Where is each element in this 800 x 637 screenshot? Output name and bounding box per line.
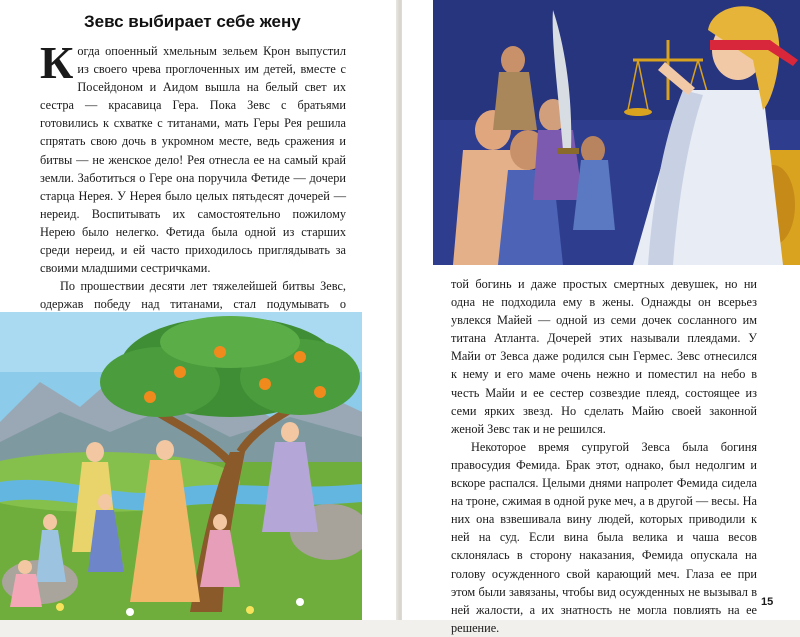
drop-cap: К	[40, 37, 74, 88]
paragraph-1-text: огда опоенный хмельным зельем Крон выпустил из своего чрева проглоченных им детей, вместе с Посейдоном и Аидом вышла на белый свет их сестра — красавица Гера. Пока Зевс с братьями готовились к схватке с титанами, мать Геры Рея решила спрятать свою дочь в укромном месте, ведь сражения и битвы — не женское дело! Рея отнесла ее на самый край земли. Заботиться о Гере она поручила Фетиде — дочери старца Нерея. У Нерея было целых пятьдесят дочерей — нереид. Воспитывать их самостоятельно пожилому Нерею было нелегко. Фетида была одной из старших среди нереид, и ей часто приходилось приглядывать за своими младшими сестричками.	[40, 44, 346, 276]
paragraph-2: По прошествии десяти лет тяжелейшей битвы Зевс, одержав победу над титанами, стал подумывать о	[40, 279, 346, 312]
right-page-text	[451, 275, 757, 637]
illustration-themis-judgement	[433, 0, 800, 265]
illustration-nymphs-meadow	[0, 312, 362, 620]
page-number: 15	[761, 596, 774, 608]
left-page	[0, 0, 398, 620]
chapter-heading: Зевс выбирает себе жену	[84, 12, 301, 31]
paragraph-3: той богинь и даже простых смертных девушек, но ни одна не подходила ему в жены. Однажды он всерьез увлекся Майей — одной из семи дочек сосланного им титана Атланта. Дочерей этих называли плеядами. У Майи от Зевса даже родился сын Гермес. Зевс отнесился к нему и его маме очень нежно и поместил на небо в честь Майи и ее сестер созвездие плеяд, состоящее из семи ярких звезд. Но сделать Майю своей законной женой Зевс так и не решился.	[451, 277, 757, 436]
left-page-text	[40, 37, 346, 350]
paragraph-4: Некоторое время супругой Зевса была богиня правосудия Фемида. Брак этот, однако, был недолгим и вскоре распался. Целыми днями напролет Фемида сидела на троне, сжимая в одной руке меч, а в другой — весы. На них она взвешивала вину людей, которых приводили к ней на суд. Если вина была велика и чаша весов склонялась в сторону наказания, Фемида опускала на голову осужденного свой карающий меч. Глаза ее при этом были завязаны, чтобы вид осужденных не вызывал в ней жалости, а их знатность не могла повлиять на ее решение.	[451, 439, 757, 635]
paragraph-1	[40, 37, 346, 277]
